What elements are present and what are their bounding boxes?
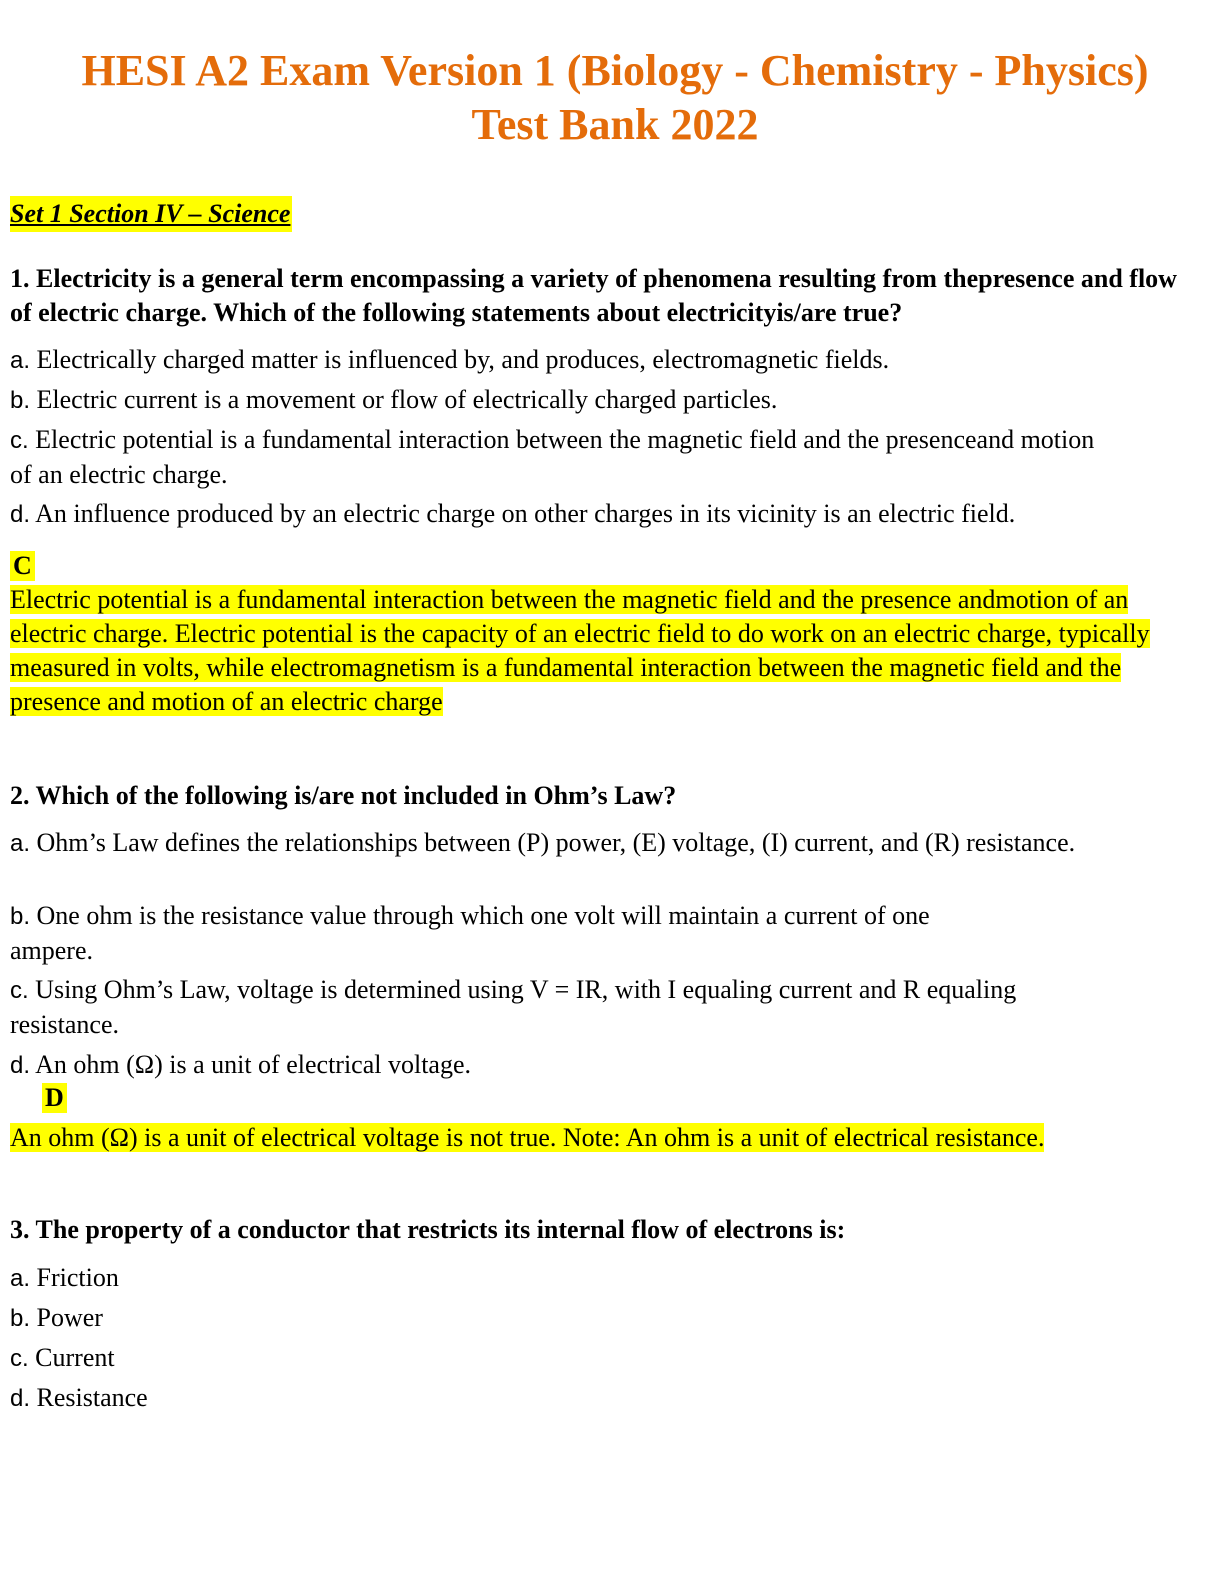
question-text: The property of a conductor that restricts its internal flow of electrons is:	[35, 1215, 846, 1244]
question-number: 2.	[10, 781, 30, 810]
option-text: An influence produced by an electric charge on other charges in its vicinity is an electric field.	[35, 499, 1016, 528]
question-2-option-c	[10, 973, 1120, 1042]
question-3-option-b	[10, 1301, 1120, 1336]
question-text: Which of the following is/are not included in Ohm’s Law?	[35, 781, 677, 810]
question-1-option-c	[10, 423, 1120, 492]
question-2-stem	[10, 779, 1200, 813]
question-1-option-d	[10, 497, 1120, 532]
option-text: One ohm is the resistance value through which one volt will maintain a current of one ampere.	[10, 901, 930, 965]
section-heading: Set 1 Section IV – Science	[10, 196, 292, 232]
option-text: An ohm (Ω) is a unit of electrical voltage.	[35, 1050, 471, 1079]
option-text: Electric potential is a fundamental interaction between the magnetic field and the presenceand motion of an electric charge.	[10, 425, 1095, 489]
question-3-option-d	[10, 1381, 1120, 1416]
option-text: Using Ohm’s Law, voltage is determined using V = IR, with I equaling current and R equaling resistance.	[10, 975, 1017, 1039]
question-1-explanation	[10, 583, 1202, 719]
option-text: Electrically charged matter is influenced by, and produces, electromagnetic fields.	[36, 345, 890, 374]
option-text: Friction	[36, 1263, 119, 1292]
question-1-stem	[10, 262, 1200, 330]
option-letter: b.	[10, 387, 31, 414]
option-letter: c.	[10, 1345, 29, 1372]
question-2-answer: D	[42, 1083, 67, 1113]
question-3-option-c	[10, 1341, 1120, 1376]
option-letter: d.	[10, 1052, 31, 1079]
option-letter: a.	[10, 347, 31, 374]
option-text: Electric current is a movement or flow of electrically charged particles.	[36, 385, 778, 414]
question-text: Electricity is a general term encompassing a variety of phenomena resulting from thepresence and flow of electric charge. Which of the following statements about electricityis/are true?	[10, 264, 1177, 327]
document-title-line-2: Test Bank 2022	[471, 100, 759, 149]
option-text: Power	[36, 1303, 103, 1332]
explanation-text: An ohm (Ω) is a unit of electrical voltage is not true. Note: An ohm is a unit of electrical resistance.	[10, 1123, 1045, 1152]
option-letter: d.	[10, 1385, 31, 1412]
question-2-option-d	[10, 1048, 1120, 1083]
question-2-option-b	[10, 899, 1010, 968]
option-text: Ohm’s Law defines the relationships between (P) power, (E) voltage, (I) current, and (R) resistance.	[36, 828, 1076, 857]
question-3-stem	[10, 1213, 1200, 1247]
question-number: 3.	[10, 1215, 30, 1244]
option-letter: b.	[10, 903, 31, 930]
question-2-explanation	[10, 1121, 1202, 1155]
option-text: Current	[35, 1343, 115, 1372]
question-1-answer: C	[10, 551, 35, 581]
question-3-option-a	[10, 1261, 1120, 1296]
question-2-option-a	[10, 826, 1120, 861]
explanation-text: Electric potential is a fundamental interaction between the magnetic field and the presence andmotion of an electric charge. Electric potential is the capacity of an electric field to do work on an electric charge, typically measured in volts, while electromagnetism is a fundamental interaction between the magnetic field and the presence and motion of an electric charge	[10, 585, 1150, 716]
option-letter: b.	[10, 1305, 31, 1332]
question-number: 1.	[10, 264, 30, 293]
option-letter: c.	[10, 427, 29, 454]
option-letter: d.	[10, 501, 31, 528]
document-title-line-1: HESI A2 Exam Version 1 (Biology - Chemistry - Physics)	[81, 46, 1149, 95]
question-1-option-a	[10, 343, 1120, 378]
question-1-option-b	[10, 383, 1120, 418]
option-letter: a.	[10, 1265, 31, 1292]
option-letter: c.	[10, 977, 29, 1004]
option-text: Resistance	[36, 1383, 148, 1412]
option-letter: a.	[10, 830, 31, 857]
